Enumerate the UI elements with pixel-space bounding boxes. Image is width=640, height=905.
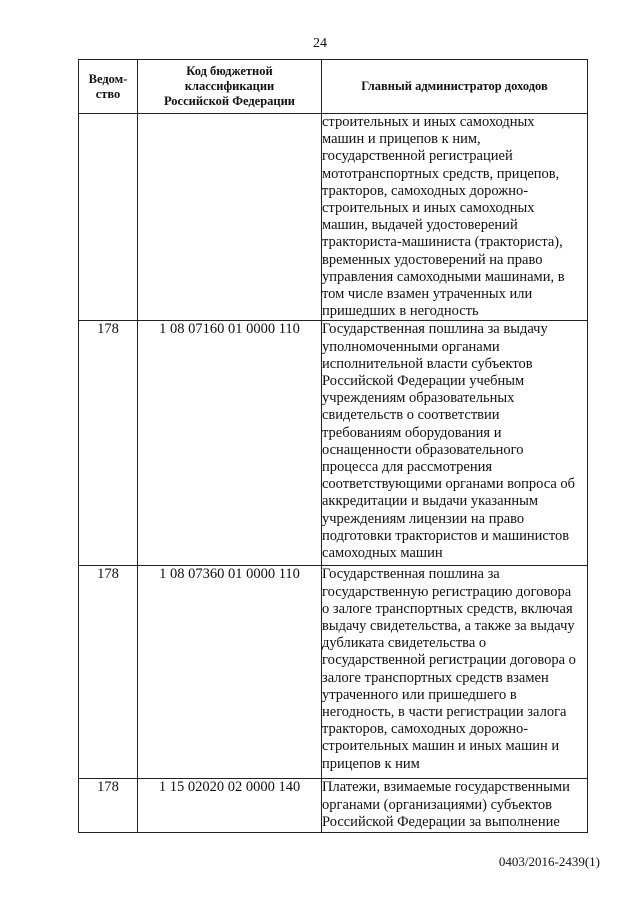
description-line: управления самоходными машинами, в (322, 268, 565, 285)
description-line: утраченного или пришедшего в (322, 686, 517, 703)
table-header-row (79, 60, 588, 114)
budget-code-cell: 1 08 07360 01 0000 110 (138, 566, 322, 779)
department-code-cell: 178 (79, 779, 138, 833)
budget-code-cell: 1 08 07160 01 0000 110 (138, 321, 322, 566)
table-row (79, 779, 588, 833)
header-administrator (322, 60, 588, 114)
description-line: Государственная пошлина за выдачу (322, 321, 548, 338)
description-line: государственной регистрацией (322, 148, 513, 165)
description-line: строительных и иных самоходных (322, 114, 535, 130)
revenue-description-cell (322, 566, 588, 779)
description-line: требованиям оборудования и (322, 424, 502, 441)
description-line: исполнительной власти субъектов (322, 355, 533, 372)
description-line: машин и прицепов к ним, (322, 131, 481, 148)
revenue-description-cell (322, 779, 588, 833)
revenue-description-cell (322, 321, 588, 566)
department-code-cell: 178 (79, 321, 138, 566)
description-line: Платежи, взимаемые государственными (322, 779, 570, 796)
description-line: залоге транспортных средств взамен (322, 669, 549, 686)
description-line: строительных машин и иных машин и (322, 738, 560, 755)
description-line: уполномоченными органами (322, 338, 500, 355)
description-line: тракториста-машиниста (тракториста), (322, 234, 563, 251)
header-line: Код бюджетной (186, 64, 273, 78)
budget-code-cell: 1 15 02020 02 0000 140 (138, 779, 322, 833)
description-line: дубликата свидетельства о (322, 635, 487, 652)
department-code-cell: 178 (79, 566, 138, 779)
header-line: Главный администратор доходов (361, 79, 548, 93)
table-row (79, 321, 588, 566)
description-line: аккредитации и выдачи указанным (322, 493, 539, 510)
description-line: Российской Федерации за выполнение (322, 813, 560, 830)
description-line: пришедших в негодность (322, 303, 479, 320)
description-line: временных удостоверений на право (322, 251, 543, 268)
description-line: Государственная пошлина за (322, 566, 500, 583)
description-line: государственную регистрацию договора (322, 583, 572, 600)
description-line: о залоге транспортных средств, включая (322, 600, 573, 617)
description-line: государственной регистрации договора о (322, 652, 576, 669)
description-line: том числе взамен утраченных или (322, 286, 533, 303)
table-row (79, 114, 588, 321)
revenue-description-cell (322, 114, 588, 321)
description-line: учреждениям образовательных (322, 390, 515, 407)
description-line: тракторов, самоходных дорожно- (322, 182, 529, 199)
description-line: самоходных машин (322, 545, 443, 562)
description-line: органами (организациями) субъектов (322, 796, 552, 813)
department-code-cell (79, 114, 138, 321)
document-code: 0403/2016-2439(1) (498, 854, 600, 869)
description-line: мототранспортных средств, прицепов, (322, 165, 560, 182)
budget-classification-table (78, 59, 588, 833)
header-budget-code (138, 60, 322, 114)
budget-code-cell (138, 114, 322, 321)
header-line: ство (95, 86, 121, 101)
header-department (79, 60, 138, 114)
header-line: Ведом- (88, 71, 128, 86)
table-row (79, 566, 588, 779)
description-line: соответствующими органами вопроса об (322, 476, 576, 493)
description-line: оснащенности образовательного (322, 441, 524, 458)
description-line: Российской Федерации учебным (322, 373, 525, 390)
description-line: прицепов к ним (322, 755, 420, 772)
description-line: машин, выдачей удостоверений (322, 217, 518, 234)
header-line: Российской Федерации (163, 94, 296, 108)
description-line: негодность, в части регистрации залога (322, 704, 567, 721)
description-line: подготовки трактористов и машинистов (322, 527, 570, 544)
description-line: выдачу свидетельства, а также за выдачу (322, 618, 575, 635)
description-line: строительных и иных самоходных (322, 200, 535, 217)
header-line: классификации (184, 79, 275, 93)
description-line: процесса для рассмотрения (322, 459, 493, 476)
page-number: 24 (313, 36, 327, 51)
description-line: тракторов, самоходных дорожно- (322, 721, 529, 738)
description-line: свидетельств о соответствии (322, 407, 500, 424)
description-line: учреждениям лицензии на право (322, 510, 525, 527)
